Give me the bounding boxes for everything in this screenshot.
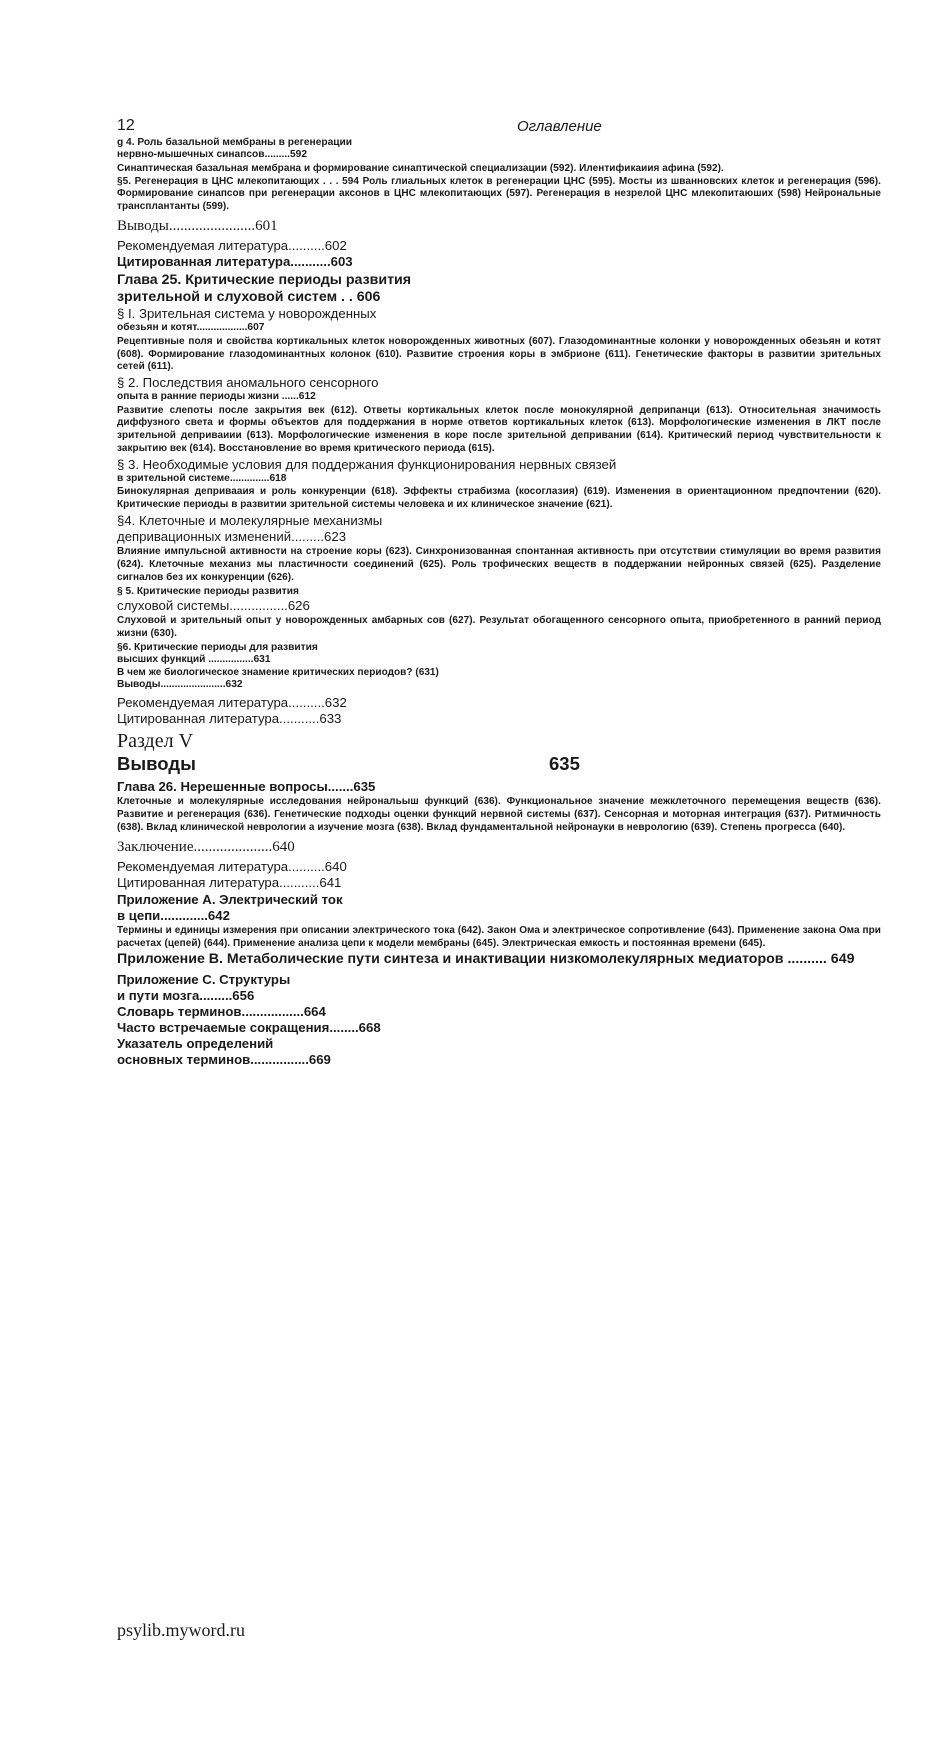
toc-entry-ch25-conclusions: Выводы.......................632: [117, 679, 243, 691]
toc-section-5-title: Раздел V: [117, 729, 194, 752]
toc-chapter-26-title: Глава 26. Нерешенные вопросы.......635: [117, 779, 376, 795]
toc-appendix-a-page: в цепи.............642: [117, 908, 230, 924]
toc-entry-ch24-s4-title: g 4. Роль базальной мембраны в регенерации: [117, 137, 353, 148]
toc-entry-ch26-conclusion: Заключение.....................640: [117, 838, 295, 855]
page-content: [117, 117, 881, 1068]
toc-entry-ch25-s3-title: § 3. Необходимые условия для поддержания функционирования нервных связей: [117, 456, 617, 472]
toc-entry-ch25-s2-page: опыта в ранние периоды жизни ......612: [117, 391, 316, 403]
toc-entry-index-title: Указатель определений: [117, 1036, 274, 1052]
toc-entry-glossary: Словарь терминов.................664: [117, 1004, 326, 1020]
toc-entry-ch25-recommended: Рекомендуемая литература..........632: [117, 694, 347, 710]
toc-appendix-c-title: Приложение С. Структуры: [117, 971, 291, 987]
toc-entry-ch25-s3-page: в зрительной системе..............618: [117, 472, 287, 484]
toc-desc-ch25-s3: Бинокулярная депривааия и роль конкуренции (618). Эффекты страбизма (косоглазия) (619). Изменения в ориентационном предпочтении (620). Критические периоды в развитии зрительной системы человека и их клиническое значение (621).: [117, 486, 881, 511]
toc-desc-ch25-s1: Рецептивные поля и свойства кортикальных клеток новорожденных животных (607). Глазодоминантные колонки у новорожденных обезьян и котят (608). Формирование глазодоминантных колонок (610). Развитие строения коры в эмбрионе (611). Генетические факторы в развитии зрительных сетей (611).: [117, 335, 881, 373]
toc-entry-abbreviations: Часто встречаемые сокращения........668: [117, 1020, 381, 1036]
toc-section-5-subtitle: Выводы: [117, 753, 196, 775]
toc-section-5-page: 635: [549, 753, 580, 775]
toc-section-5-line: [117, 753, 881, 779]
toc-desc-ch25-s5: Слуховой и зрительный опыт у новорожденных амбарных сов (627). Результат обогащенного сенсорного опыта, приобретенного в ранний период жизни (630).: [117, 615, 881, 639]
toc-entry-ch25-cited: Цитированная литература...........633: [117, 710, 342, 726]
toc-desc-ch25-s6: В чем же биологическое знамение критических периодов? (631): [117, 666, 439, 678]
toc-entry-ch26-recommended: Рекомендуемая литература..........640: [117, 859, 347, 875]
toc-entry-ch25-s5-page: слуховой системы................626: [117, 597, 310, 613]
toc-desc-ch26: Клеточные и молекулярные исследования нейрональыш функций (636). Функциональное значение межклеточного перемещения веществ (636). Развитие и регенерация (636). Генетические подходы оценки функций нервной системы (637). Сенсорная и моторная интеграция (637). Ритмичность (638). Вклад клинической неврологии а изучение мозга (638). Вклад фундаментальной нейронауки в неврологию (639). Степень прогресса (640).: [117, 796, 881, 834]
toc-chapter-25-title: Глава 25. Критические периоды развития: [117, 271, 412, 288]
toc-entry-ch25-s1-title: § I. Зрительная система у новорожденных: [117, 306, 377, 322]
toc-entry-ch24-conclusions: Выводы.......................601: [117, 218, 278, 235]
footer-site: psylib.myword.ru: [117, 1620, 245, 1640]
toc-desc-ch24-s5: §5. Регенерация в ЦНС млекопитающих . . . 594 Роль глиальных клеток в регенерации ЦНС (595). Мосты из шванновских клеток и регенерация (596). Формирование синапсов при регенерации аксонов в ЦНС млекопитающих (597). Регенерация в незрелой ЦНС млекопитаюших (598) Нейрональные трансплантанты (599).: [117, 175, 881, 213]
toc-entry-ch24-cited: Цитированная литература...........603: [117, 254, 353, 270]
toc-chapter-25-subtitle: зрительной и слуховой систем . . 606: [117, 288, 381, 305]
toc-entry-ch25-s6-page: высших функций ................631: [117, 654, 271, 666]
toc-entry-ch24-s4-page: нервно-мышечных синапсов.........592: [117, 149, 308, 161]
toc-entry-ch26-cited: Цитированная литература...........641: [117, 875, 342, 891]
toc-entry-ch24-recommended: Рекомендуемая литература..........602: [117, 238, 347, 254]
running-title: Оглавление: [517, 118, 602, 135]
toc-appendix-b: Приложение В. Метаболические пути синтеза и инактивации низкомолекулярных медиаторов .......... 649: [117, 951, 855, 968]
toc-entry-index-page: основных терминов................669: [117, 1052, 331, 1068]
page-header: [117, 117, 881, 137]
toc-appendix-a-title: Приложение А. Электрический ток: [117, 892, 343, 908]
toc-desc-ch25-s4: Влияние импульсной активности на строение коры (623). Синхронизованная спонтанная активность при отсутствии стимуляции во время развития (624). Клеточные механиз мы пластичности соединений (625). Роль трофических веществ в поддержании нейронных связей (625). Разделение сигналов без их конкуренции (626).: [117, 546, 881, 583]
page-number: 12: [117, 117, 135, 134]
toc-entry-ch25-s4-title: §4. Клеточные и молекулярные механизмы: [117, 512, 383, 528]
toc-entry-ch25-s5-title: § 5. Критические периоды развития: [117, 585, 299, 597]
toc-desc-appendix-a: Термины и единицы измерения при описании электрического тока (642). Закон Ома и электрическое сопротивление (643). Применение закона Ома при расчетах (цепей) (644). Применение анализа цепи к модели мембраны (645). Электрическая емкость и постоянная времени (645).: [117, 925, 881, 950]
toc-entry-ch25-s1-page: обезьян и котят..................607: [117, 322, 265, 334]
toc-entry-ch25-s6-title: §6. Критические периоды для развития: [117, 641, 318, 653]
toc-desc-ch24-s4: Синаптическая базальная мембрана и формирование синаптической специализации (592). Илентификаиия афина (592).: [117, 162, 724, 174]
toc-entry-ch25-s4-page: депривационных изменений.........623: [117, 529, 347, 545]
toc-desc-ch25-s2: Развитие слепоты после закрытия век (612). Ответы кортикальных клеток после монокулярной деприпанци (613). Относительная значимость диффузного света и формы объектов для поддержания в норме ответов кортикальных клеток (613). Морфологические изменения в ЛКТ после зрительной деприваиии (613). Морфологические изменения в коре после зрительной депривании (614). Критический период чувствительности к закрытию век (614). Восстановление во время критического периода (615).: [117, 404, 881, 455]
toc-entry-ch25-s2-title: § 2. Последствия аномального сенсорного: [117, 375, 379, 391]
toc-appendix-c-page: и пути мозга.........656: [117, 987, 255, 1003]
